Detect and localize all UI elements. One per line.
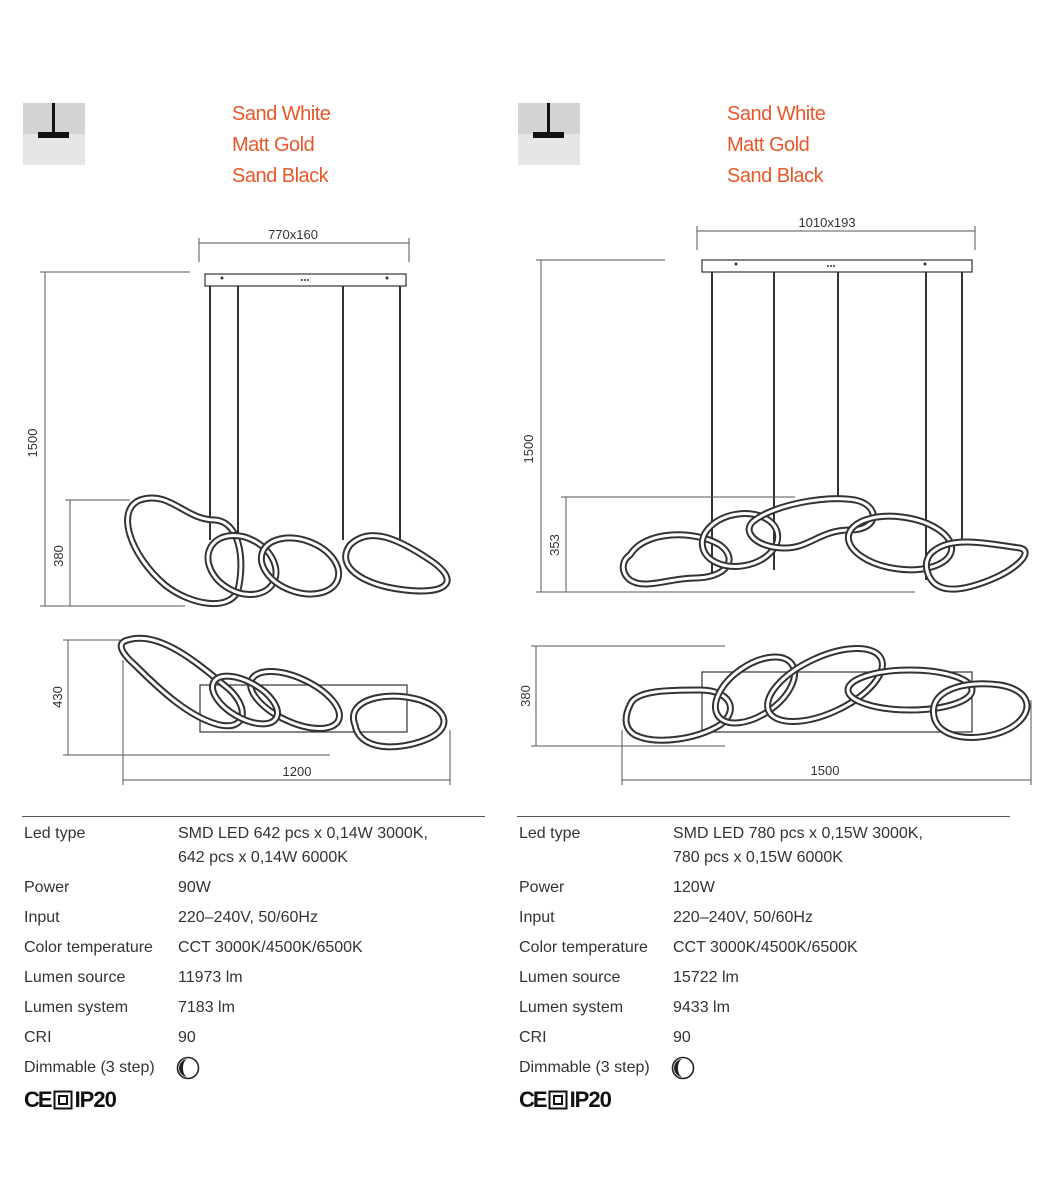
top-view: [626, 633, 1027, 740]
spec-label: Led type: [24, 825, 86, 842]
spec-row-dimmable: Dimmable (3 step): [519, 1056, 989, 1086]
dimmable-step-icon: [176, 1056, 200, 1080]
spec-row-lumen-system: Lumen system 7183 lm: [24, 999, 235, 1016]
spec-table: [519, 822, 989, 1086]
ring-height-label: 380: [51, 545, 66, 567]
spec-value: SMD LED 780 pcs x 0,15W 3000K, 780 pcs x 0,15W 6000K: [673, 825, 923, 866]
width-label: 1500: [810, 763, 840, 778]
ring-height-label: 353: [547, 534, 562, 556]
technical-drawing: [495, 0, 1040, 800]
certification-marks: [24, 1088, 116, 1112]
dimmable-step-icon: [671, 1056, 695, 1080]
spec-row-input: Input 220–240V, 50/60Hz: [24, 909, 318, 926]
spec-row-color-temperature: Color temperature CCT 3000K/4500K/6500K: [519, 939, 858, 956]
spec-divider: [517, 816, 1010, 817]
spec-row-lumen-source: Lumen source 15722 lm: [519, 969, 739, 986]
total-height-label: 1500: [25, 428, 40, 458]
certification-marks: [519, 1088, 611, 1112]
technical-drawing: [0, 0, 495, 800]
spec-row-dimmable: Dimmable (3 step): [24, 1056, 494, 1086]
canopy: [702, 260, 972, 272]
spec-row-lumen-system: Lumen system 9433 lm: [519, 999, 730, 1016]
spec-row-led-type: [519, 822, 989, 876]
finish-option: Sand Black: [727, 165, 824, 187]
finish-option: Sand Black: [232, 165, 329, 187]
finish-option: Sand White: [727, 103, 826, 125]
product-panel-right: [495, 0, 990, 1200]
ce-mark: CE: [24, 1087, 51, 1112]
spec-row-color-temperature: Color temperature CCT 3000K/4500K/6500K: [24, 939, 363, 956]
spec-row-cri: CRI 90: [24, 1029, 196, 1046]
spec-row-cri: CRI 90: [519, 1029, 691, 1046]
width-label: 1200: [282, 764, 312, 779]
ip-rating: IP20: [74, 1087, 116, 1112]
finish-option: Matt Gold: [232, 134, 315, 156]
spec-row-led-type: [24, 822, 494, 876]
depth-label: 430: [50, 686, 65, 708]
depth-label: 380: [518, 685, 533, 707]
ce-mark: CE: [519, 1087, 546, 1112]
finish-option: Sand White: [232, 103, 331, 125]
top-view: [121, 638, 444, 747]
front-view-rings: [623, 499, 1025, 589]
double-insulation-icon: [548, 1090, 568, 1110]
spec-value: SMD LED 642 pcs x 0,14W 3000K, 642 pcs x 0,14W 6000K: [178, 825, 428, 866]
product-panel-left: [0, 0, 495, 1200]
canopy: [205, 274, 406, 286]
spec-divider: [22, 816, 485, 817]
spec-row-input: Input 220–240V, 50/60Hz: [519, 909, 813, 926]
double-insulation-icon: [53, 1090, 73, 1110]
spec-row-lumen-source: Lumen source 11973 lm: [24, 969, 243, 986]
ip-rating: IP20: [569, 1087, 611, 1112]
spec-label: Led type: [519, 825, 581, 842]
canopy-size-label: 770x160: [268, 227, 318, 242]
spec-row-power: Power 120W: [519, 879, 715, 896]
spec-table: [24, 822, 494, 1086]
canopy-size-label: 1010x193: [798, 215, 856, 230]
spec-row-power: Power 90W: [24, 879, 211, 896]
total-height-label: 1500: [521, 434, 536, 464]
suspension-cables: [210, 286, 400, 545]
height-dimension: [536, 260, 915, 592]
finish-option: Matt Gold: [727, 134, 810, 156]
